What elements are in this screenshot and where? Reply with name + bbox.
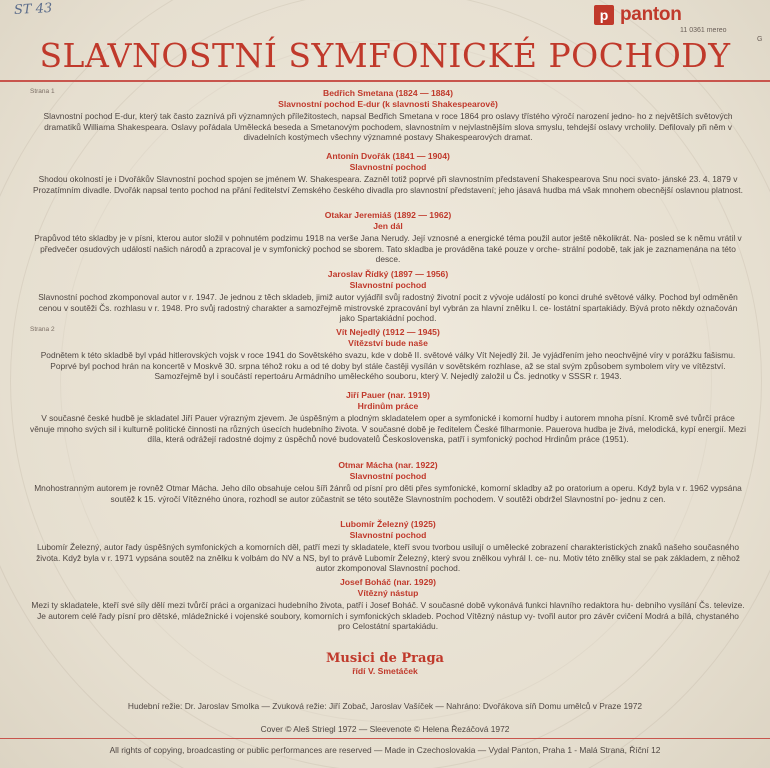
- work-title: Hrdinům práce: [357, 401, 419, 411]
- track-section: [30, 460, 746, 504]
- track-description: Podnětem k této skladbě byl vpád hitlerovských vojsk v roce 1941 do Sovětského svazu, kde v době II. světové války Vít Nejedlý žil. Je vyjádřením jeho neochvějné víry v porážku fašismu. Poprvé byl pochod hrán na koncertě v Moskvě 30. srpna téhož roku a od té doby byl stále častěji vysílán v sovětském rozhlase, až se stal svým způsobem symbolem víry ve vítězství. Samozřejmě byl i součástí repertoáru Armádního uměleckého souboru, který V. Nejedlý založil u Čs. jednotky v SSSR r. 1943.: [40, 350, 736, 381]
- track-section: [30, 88, 746, 143]
- catalog-mark: G: [757, 36, 763, 43]
- ensemble-block: [0, 651, 770, 676]
- work-title: Slavnostní pochod: [349, 471, 427, 481]
- track-description: Mnohostranným autorem je rovněž Otmar Mácha. Jeho dílo obsahuje celou šíři žánrů od písní pro děti přes symfonické, komorní skladby až po oratorium a operu. Když byla v r. 1962 vypsána soutěž k 15. výročí Vítězného února, rozhodl se autor zúčastnit se této soutěže Slavnostním pochodem. V soutěži obdržel Slavnostní po- jednu z cen.: [34, 483, 742, 504]
- composer: Vít Nejedlý (1912 — 1945): [336, 327, 440, 337]
- design-credits: Cover © Aleš Striegl 1972 — Sleevenote © Helena Řezáčová 1972: [260, 724, 510, 734]
- track-description: V současné české hudbě je skladatel Jiří Pauer výrazným zjevem. Je úspěšným a plodným skladatelem oper a symfonické i komorní hudby i autorem mnoha písní. Kromě své tvůrčí práce věnuje mnoho svých sil i kulturně politické činnosti na různých úsecích hudebního života. V současné době je ředitelem České filharmonie. Pauerova hudba je živá, melodická, kypí energií. Mezi díla, která odrážejí radostné dojmy z úspěchů nové budovatelů Československa, patří i symfonický pochod Hrdinům práce (1951).: [30, 413, 746, 444]
- catalog-number: 11 0361 mereo: [680, 27, 727, 34]
- panton-logo-mark: p: [594, 5, 614, 25]
- track-description: Lubomír Železný, autor řady úspěšných symfonických a komorních děl, patří mezi ty skladatele, kteří svou tvorbou usilují o umělecké zobrazení charakteristických znaků našeho současného života. Když byla v r. 1971 vypsána soutěž na znělku k volbám do NV a NS, byl to právě Lubomír Železný, který svou znělkou vyhrál I. ce- nu. Motiv této znělky stal se pak základem, z něhož autor zkomponoval Slavnostní pochod.: [36, 542, 740, 573]
- track-description: Slavnostní pochod zkomponoval autor v r. 1947. Je jednou z těch skladeb, jimiž autor vyjádřil svůj radostný životní pocit z vývoje událostí po konci druhé světové války. Pochod byl odměněn cenou v soutěži Čs. rozhlasu v r. 1948. Pro svůj radostný charakter a samozřejmě mistrovské zpracování byl vybrán za hlavní znělku I. ce- lostátní spartakiády. Bývá proto někdy označován jako Spartakiádní pochod.: [38, 292, 738, 323]
- track-section: [30, 577, 746, 632]
- track-description: Shodou okolností je i Dvořákův Slavnostní pochod spojen se jménem W. Shakespeara. Zazněl totiž poprvé při slavnostním představení Shakespearova Snu noci svato- jánské 23. 4. 1879 v Prozatímním divadle. Dvořák napsal tento pochod na přání ředitelství Zemského českého divadla pro slavnostní představení; jeho jásavá hudba má však mnohem obecnější oslavnou platnost.: [33, 174, 743, 195]
- composer: Bedřich Smetana (1824 — 1884): [323, 88, 453, 98]
- handwritten-note: ST 43: [13, 1, 53, 18]
- composer: Otakar Jeremiáš (1892 — 1962): [324, 210, 452, 220]
- track-description: Slavnostní pochod E-dur, který tak často zaznívá při významných příležitostech, napsal Bedřich Smetana v roce 1864 pro oslavy třístého výročí narození jedno- ho z největších světových dramatiků Williama Shakespeara. Oslavy pořádala Umělecká beseda a Smetanovým pochodem, slavnostním v nejvlastnějším slova smyslu, tehdejší oslavy vrcholily. Defilovaly při něm v divadelních kostýmech všechny významné postavy Shakespearových dramat.: [43, 111, 733, 142]
- work-title: Slavnostní pochod: [349, 530, 427, 540]
- composer: Jaroslav Řídký (1897 — 1956): [327, 269, 449, 279]
- track-section: [30, 269, 746, 324]
- work-title: Slavnostní pochod: [349, 162, 427, 172]
- album-title: SLAVNOSTNÍ SYMFONICKÉ POCHODY: [39, 36, 731, 75]
- composer: Lubomír Železný (1925): [340, 519, 436, 529]
- composer: Jiří Pauer (nar. 1919): [345, 390, 431, 400]
- track-section: [30, 519, 746, 574]
- work-title: Slavnostní pochod E-dur (k slavnosti Shakespearově): [278, 99, 498, 109]
- track-section: [30, 327, 746, 382]
- rights-notice: All rights of copying, broadcasting or public performances are reserved — Made in Czechoslovakia — Vydal Panton, Praha 1 - Malá Strana, Říční 12: [109, 745, 661, 755]
- composer: Otmar Mácha (nar. 1922): [338, 460, 438, 470]
- conductor: řídí V. Smetáček: [352, 666, 418, 676]
- footer-divider: [0, 738, 770, 739]
- side-label-a: Strana 1: [30, 88, 55, 95]
- work-title: Jen dál: [373, 221, 403, 231]
- work-title: Vítězství bude naše: [348, 338, 428, 348]
- track-description: Prapůvod této skladby je v písni, kterou autor složil v pohnutém podzimu 1918 na verše Jana Nerudy. Její vznosné a energické téma použil autor ještě několikrát. Na- posled se k němu vrátil v předvečer osudových událostí našich národů a zpracoval je v symfonický pochod se sborem. Tato skladba je prováděna také pouze v orche- strální podobě, tak jak je zaznamenána na této desce.: [34, 233, 742, 264]
- track-section: [30, 210, 746, 265]
- title-divider: [0, 80, 770, 82]
- track-description: Mezi ty skladatele, kteří své síly dělí mezi tvůrčí práci a organizaci hudebního života, patří i Josef Boháč. V současné době vykonává funkci hlavního redaktora hu- debního vysílání Čs. televize. Je autorem celé řady písní pro dětské, mládežnické i vojenské soubory, komorních i symfonických skladeb. Pochod Vítězný nástup vy- tvořil autor pro závěr cvičení Modrá a bílá, chystaného pro Celostátní spartakiádu.: [31, 600, 745, 631]
- work-title: Vítězný nástup: [357, 588, 419, 598]
- ensemble-name: Musici de Praga: [326, 651, 444, 666]
- production-credits: Hudební režie: Dr. Jaroslav Smolka — Zvuková režie: Jiří Zobač, Jaroslav Vašíček — Nahráno: Dvořákova síň Domu umělců v Praze 1972: [127, 701, 643, 711]
- work-title: Slavnostní pochod: [349, 280, 427, 290]
- track-section: [30, 390, 746, 445]
- panton-logo-text: panton: [620, 4, 682, 25]
- panton-logo: [594, 4, 682, 26]
- side-label-b: Strana 2: [30, 326, 55, 333]
- composer: Antonín Dvořák (1841 — 1904): [326, 151, 450, 161]
- composer: Josef Boháč (nar. 1929): [339, 577, 436, 587]
- track-section: [30, 151, 746, 195]
